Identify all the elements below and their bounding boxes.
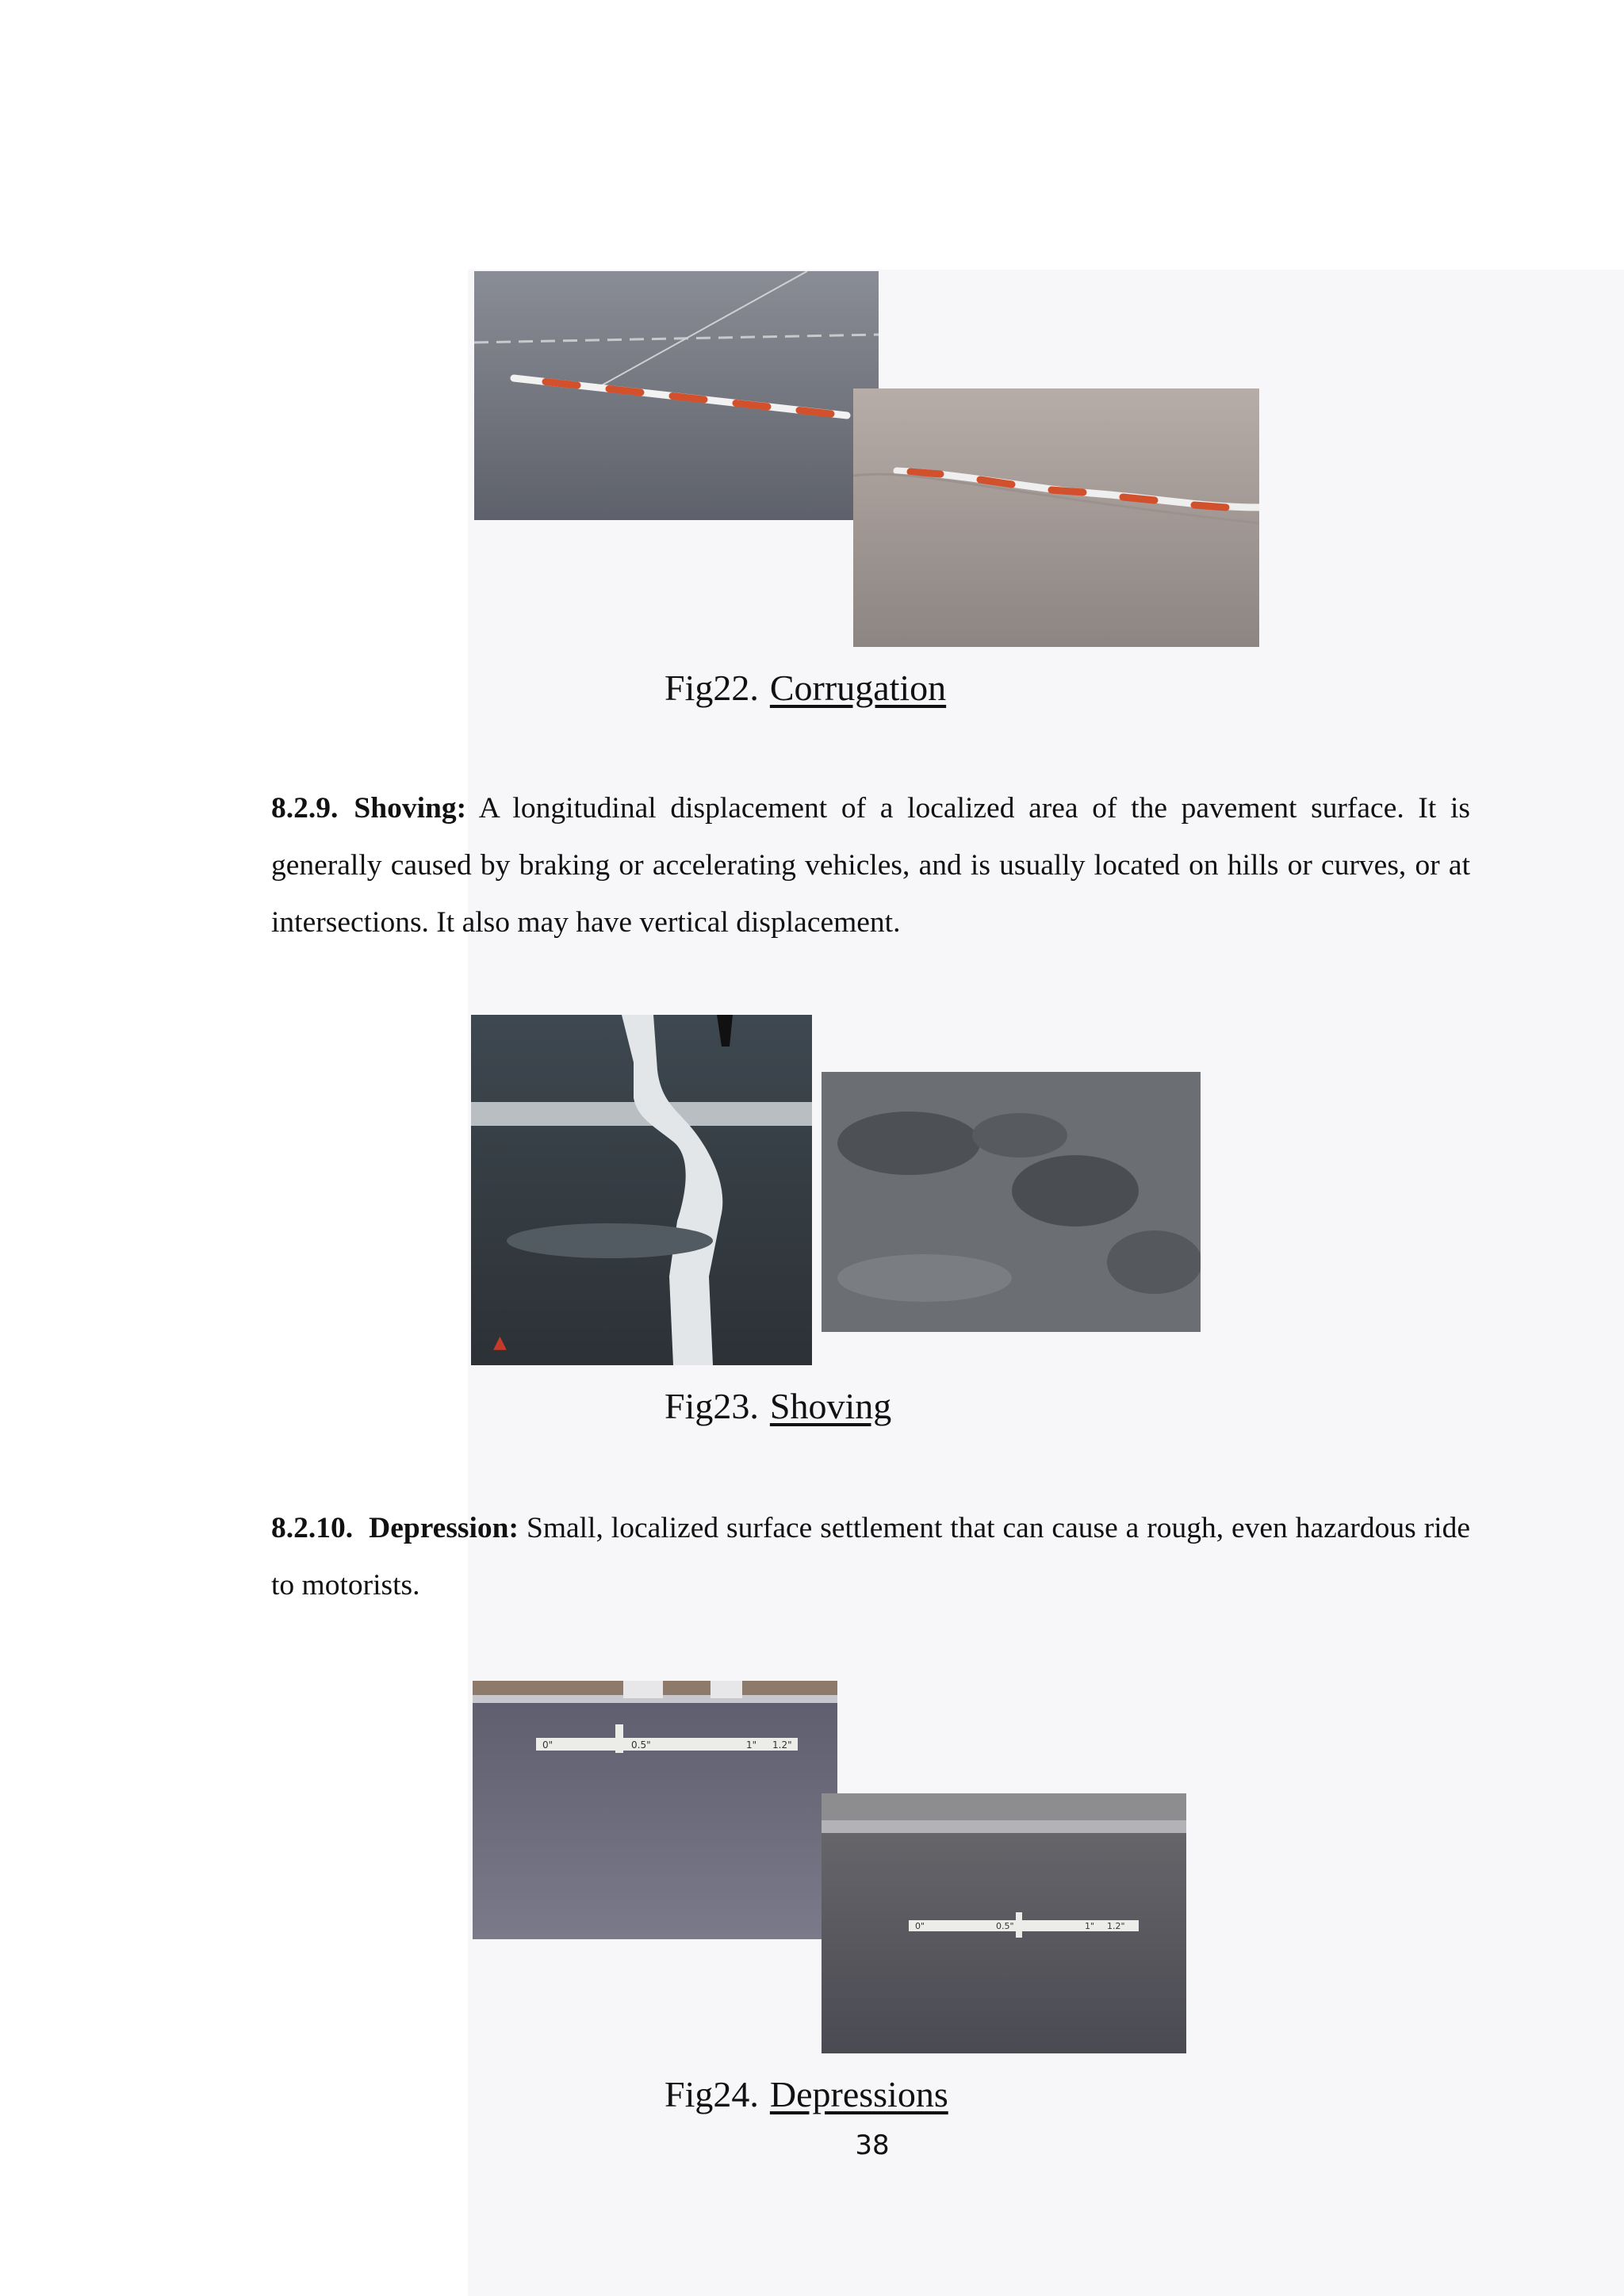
ruler-mark-2: 1": [746, 1739, 757, 1751]
ruler-mark-1: 0.5": [631, 1739, 651, 1751]
shoving-photo-left: [471, 1015, 812, 1365]
fig24-caption: [665, 2072, 948, 2117]
ruler-mark-1: 0.5": [996, 1921, 1014, 1931]
fig24-title: Depressions: [769, 2074, 948, 2114]
ruler-mark-2: 1": [1085, 1921, 1095, 1931]
fig22-title: Corrugation: [769, 668, 947, 708]
section-number: 8.2.9.: [271, 792, 339, 825]
page-number: 38: [855, 2130, 890, 2161]
svg-text:▲: ▲: [493, 1333, 507, 1353]
section-text: A longitudinal displacement of a localized area of the pavement surface. It is generally caused by braking or accelerating vehicles, and is usually located on hills or curves, or at intersections. It also may have vertical displacement.: [271, 792, 1470, 939]
ruler-mark-0: 0": [542, 1739, 553, 1751]
shoving-photo-right: [822, 1072, 1201, 1332]
section-term: Depression:: [369, 1512, 519, 1544]
fig23-title: Shoving: [769, 1386, 892, 1426]
section-number: 8.2.10.: [271, 1512, 354, 1544]
fig23-number: Fig23.: [665, 1386, 759, 1426]
ruler-mark-0: 0": [915, 1921, 925, 1931]
section-depression: [271, 1500, 1470, 1614]
depression-photo-left: [473, 1681, 837, 1939]
fig23-caption: [665, 1384, 891, 1429]
section-shoving: [271, 780, 1470, 951]
section-text: Small, localized surface settlement that can cause a rough, even hazardous ride to motorists.: [271, 1512, 1470, 1601]
depression-photo-right: [822, 1793, 1186, 2053]
ruler-mark-3: 1.2": [1107, 1921, 1125, 1931]
fig24-number: Fig24.: [665, 2074, 759, 2114]
fig22-caption: [665, 666, 946, 710]
section-term: Shoving:: [354, 792, 467, 825]
ruler-mark-3: 1.2": [772, 1739, 792, 1751]
corrugation-photo-left: [474, 271, 879, 520]
corrugation-photo-right: [853, 388, 1259, 647]
fig22-number: Fig22.: [665, 668, 759, 708]
